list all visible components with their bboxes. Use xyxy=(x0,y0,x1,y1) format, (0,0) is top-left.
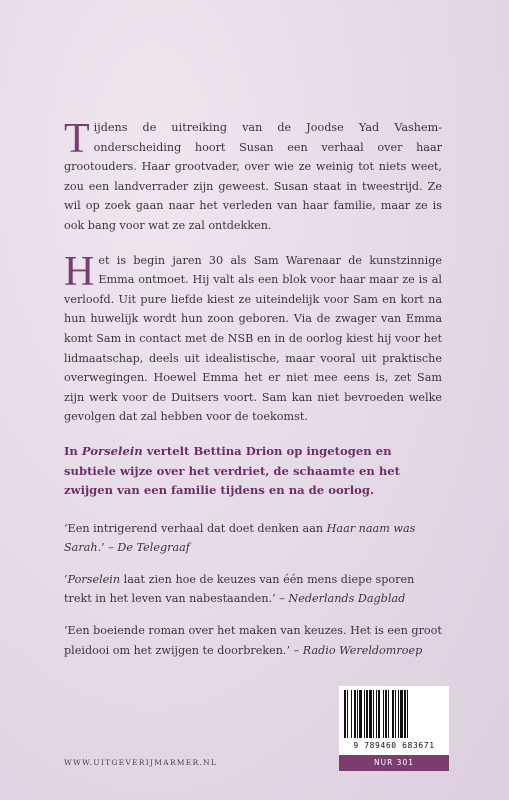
quote-text: .’ – xyxy=(97,541,118,555)
intro-paragraph xyxy=(64,118,442,236)
blurb-title: Porselein xyxy=(81,443,143,458)
isbn-number: 9 789460 683671 xyxy=(353,741,435,750)
dropcap-h: H xyxy=(64,248,95,295)
barcode-bars xyxy=(344,690,444,738)
quote-text: laat zien hoe de keuzes van één mens diepe sporen trekt in het leven van nabestaanden.’ – xyxy=(64,572,415,606)
intro-text: ijdens de uitreiking van de Joodse Yad Vashem-onderscheiding hoort Susan een verhaal over haar grootouders. Haar grootvader, over wie ze weinig tot niets weet, zou een landverrader zijn geweest. Susan staat in tweestrijd. Ze wil op zoek gaan naar het verleden van haar familie, maar ze is ook bang voor wat ze zal ontdekken. xyxy=(64,121,442,232)
review-quote xyxy=(64,519,442,558)
publisher-url[interactable]: WWW.UITGEVERIJMARMER.NL xyxy=(64,758,218,767)
barcode-bar xyxy=(408,690,410,738)
review-quote xyxy=(64,570,442,609)
quote-italic: ‘Porselein xyxy=(64,572,121,586)
quote-source: Nederlands Dagblad xyxy=(288,592,406,606)
back-cover-text xyxy=(64,118,442,672)
quote-italic: Haar naam was Sarah xyxy=(64,521,416,555)
blurb-suffix: vertelt Bettina Drion op ingetogen en subtiele wijze over het verdriet, de schaamte en het zwijgen van een familie tijdens en na de oorlog. xyxy=(64,443,401,498)
barcode xyxy=(339,686,449,771)
blurb-paragraph xyxy=(64,442,442,501)
quote-source: Radio Wereldomroep xyxy=(302,643,423,657)
story-text: et is begin jaren 30 als Sam Warenaar de kunstzinnige Emma ontmoet. Hij valt als een blok voor haar maar ze is al verloofd. Uit pure liefde kiest ze uiteindelijk voor Sam en kort na hun huwelijk wordt hun zoon geboren. Via de zwager van Emma komt Sam in contact met de NSB en in de oorlog kiest hij voor het lidmaatschap, deels uit idealistische, maar vooral uit praktische overwegingen. Hoewel Emma het er niet mee eens is, zet Sam zijn werk voor de Duitsers voort. Sam kan niet bevroeden welke gevolgen dat zal hebben voor de toekomst. xyxy=(64,253,442,424)
blurb-prefix: In xyxy=(64,443,82,458)
quote-text: ‘Een boeiende roman over het maken van keuzes. Het is een groot pleidooi om het zwijgen te doorbreken.’ – xyxy=(64,624,442,657)
review-quote xyxy=(64,621,442,660)
dropcap-t: T xyxy=(64,116,90,162)
story-paragraph xyxy=(64,248,442,427)
quote-text: ‘Een intrigerend verhaal dat doet denken aan xyxy=(64,521,327,535)
quote-source: De Telegraaf xyxy=(117,541,190,555)
nur-label: NUR 301 xyxy=(339,755,449,771)
